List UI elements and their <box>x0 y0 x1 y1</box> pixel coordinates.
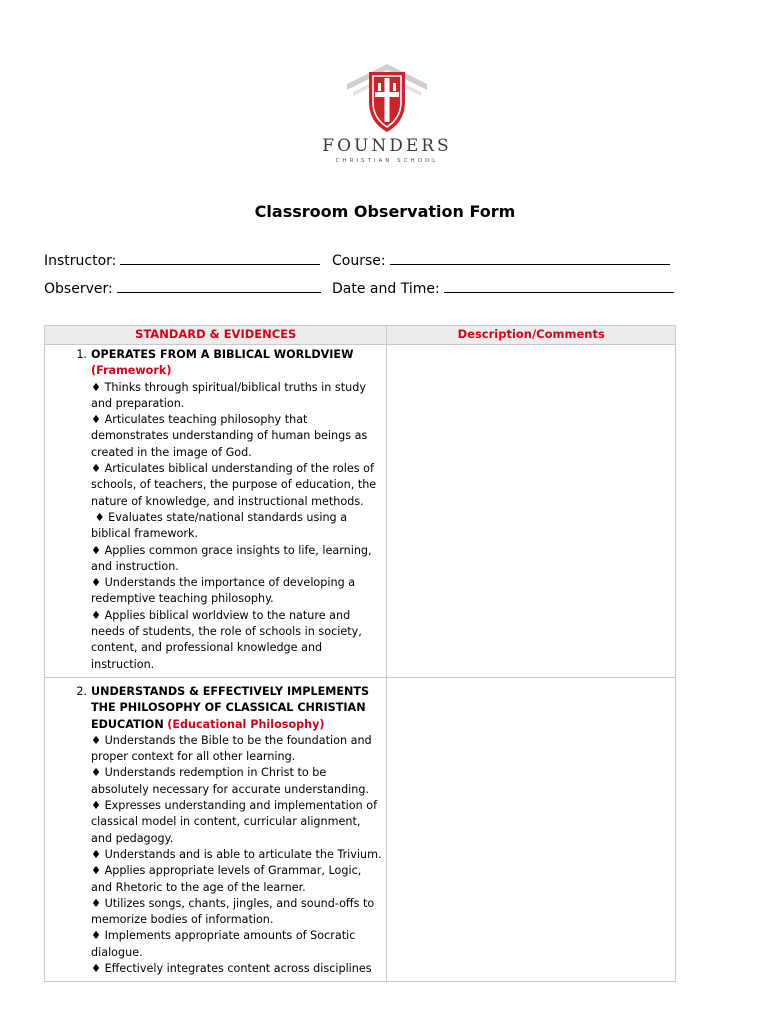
shield-crest-icon <box>347 62 427 134</box>
observer-field <box>44 280 321 297</box>
table-header-row <box>45 326 676 345</box>
instructor-label: Instructor: <box>44 253 117 269</box>
school-logo <box>312 62 462 182</box>
row-number: 1. <box>76 348 87 361</box>
logo-name: FOUNDERS <box>322 136 452 156</box>
evidence-item: ♦ Thinks through spiritual/biblical truths in study and preparation. <box>91 380 366 410</box>
observer-input-line[interactable] <box>117 280 321 293</box>
table-row <box>45 677 676 981</box>
standard-tag: (Educational Philosophy) <box>167 717 325 731</box>
evidence-item: ♦ Evaluates state/national standards using a biblical framework. <box>91 510 351 541</box>
evidence-item: ♦ Effectively integrates content across disciplines <box>91 961 372 975</box>
evidence-item: ♦ Understands redemption in Christ to be absolutely necessary for accurate understanding. <box>91 766 370 796</box>
instructor-field <box>44 252 320 269</box>
evidence-item: ♦ Understands and is able to articulate the Trivium. <box>91 847 382 861</box>
form-title: Classroom Observation Form <box>254 202 516 221</box>
standard-tag: (Framework) <box>91 364 172 378</box>
course-input-line[interactable] <box>390 252 670 265</box>
row-number: 2. <box>76 684 87 698</box>
date-time-label: Date and Time: <box>332 281 440 297</box>
standard-heading: OPERATES FROM A BIBLICAL WORLDVIEW <box>91 348 354 361</box>
evidence-item: ♦ Applies common grace insights to life, learning, and instruction. <box>91 543 372 573</box>
evidence-item: ♦ Articulates biblical understanding of the roles of schools, of teachers, the purpose of education, the nature of knowledge, and instructional methods. <box>91 462 377 508</box>
evidence-item: ♦ Implements appropriate amounts of Socratic dialogue. <box>91 929 356 959</box>
standard-cell <box>45 345 387 678</box>
comments-header: Description/Comments <box>387 326 676 345</box>
instructor-input-line[interactable] <box>120 252 320 265</box>
comments-cell[interactable] <box>387 345 676 678</box>
evidence-item: ♦ Applies biblical worldview to the nature and needs of students, the role of schools in society, content, and professional knowledge and instruction. <box>91 608 362 671</box>
evidence-item: ♦ Expresses understanding and implementation of classical model in content, curricular alignment, and pedagogy. <box>91 799 378 845</box>
evidence-item: ♦ Utilizes songs, chants, jingles, and sound-offs to memorize bodies of information. <box>91 896 375 927</box>
course-label: Course: <box>332 253 386 269</box>
standard-header: STANDARD & EVIDENCES <box>45 326 387 345</box>
evidence-item: ♦ Articulates teaching philosophy that demonstrates understanding of human beings as created in the image of God. <box>91 413 368 459</box>
date-time-field <box>332 280 674 297</box>
evidence-item: ♦ Understands the importance of developing a redemptive teaching philosophy. <box>91 576 356 606</box>
evidence-item: ♦ Applies appropriate levels of Grammar, Logic, and Rhetoric to the age of the learner. <box>91 864 362 894</box>
comments-cell[interactable] <box>387 677 676 981</box>
observer-label: Observer: <box>44 281 113 297</box>
evidence-item: ♦ Understands the Bible to be the foundation and proper context for all other learning. <box>91 733 372 764</box>
standard-heading: UNDERSTANDS & EFFECTIVELY IMPLEMENTS THE PHILOSOPHY OF CLASSICAL CHRISTIAN EDUCATION <box>91 684 370 731</box>
observation-table <box>44 325 676 982</box>
date-time-input-line[interactable] <box>444 280 674 293</box>
course-field <box>332 252 670 269</box>
standard-cell <box>45 677 387 981</box>
table-row <box>45 345 676 678</box>
logo-subtitle: CHRISTIAN SCHOOL <box>335 158 439 164</box>
